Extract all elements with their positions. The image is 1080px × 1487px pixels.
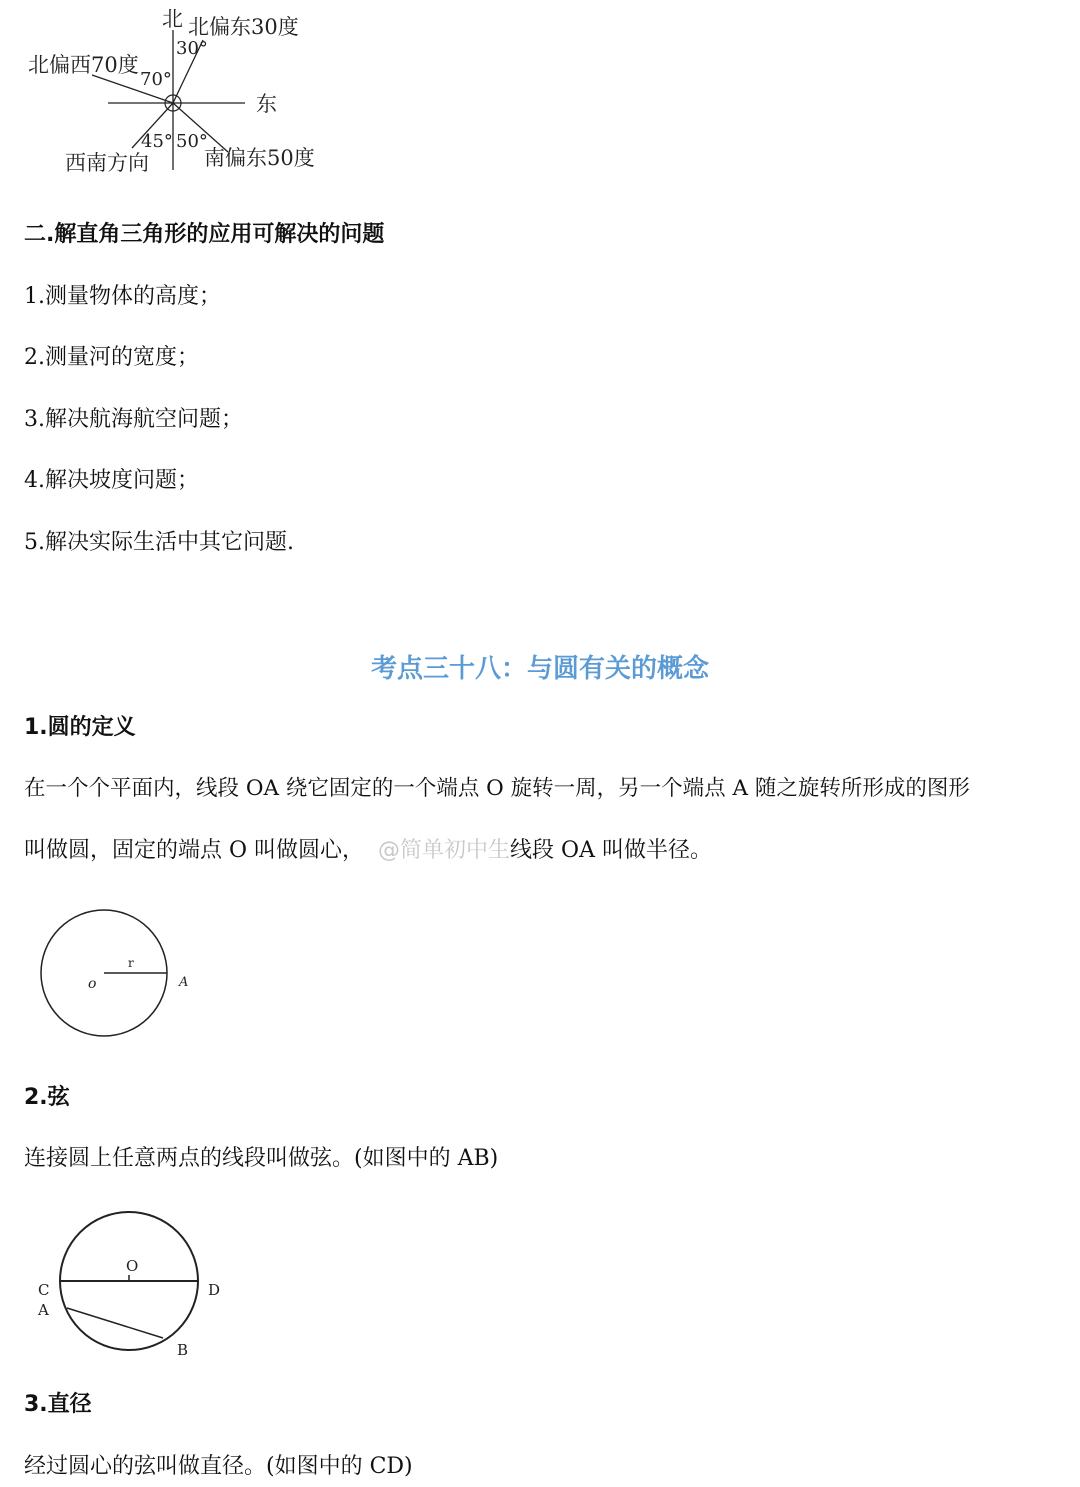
diameter-text: 经过圆心的弦叫做直径。(如图中的 CD)	[24, 1454, 413, 1479]
radius-r-label: r	[128, 956, 134, 970]
topic-heading: 考点三十八：与圆有关的概念	[370, 654, 709, 684]
list-item: 1.测量物体的高度；	[24, 284, 221, 309]
point-a-label: A	[179, 975, 189, 990]
sw-label: 西南方向	[65, 151, 149, 175]
point-b-label: B	[177, 1341, 189, 1359]
chord-title: 2.弦	[24, 1085, 70, 1110]
definition-text-b: 线段 OA 叫做半径。	[510, 838, 712, 863]
east-label: 东	[256, 92, 277, 116]
section-title: 二.解直角三角形的应用可解决的问题	[24, 222, 385, 247]
definition-text-a: 叫做圆，固定的端点 O 叫做圆心，	[24, 838, 365, 863]
definition-line-1: 在一个个平面内，线段 OA 绕它固定的一个端点 O 旋转一周，另一个端点 A 随之旋转所形成的图形	[24, 776, 970, 801]
point-c-label: C	[38, 1281, 50, 1299]
se-label: 南偏东50度	[204, 146, 315, 170]
north-label: 北	[162, 7, 183, 31]
definition-title: 1.圆的定义	[24, 715, 136, 740]
point-a-label: A	[38, 1301, 49, 1319]
center-o-label: O	[126, 1257, 139, 1275]
diameter-title: 3.直径	[24, 1392, 92, 1417]
compass-diagram	[20, 0, 340, 185]
angle-30: 30°	[176, 38, 208, 59]
angle-50: 50°	[176, 131, 208, 152]
nw-label: 北偏西70度	[28, 53, 139, 77]
list-item: 2.测量河的宽度；	[24, 345, 199, 370]
ne-label: 北偏东30度	[188, 15, 299, 39]
definition-line-2	[24, 836, 712, 866]
angle-70: 70°	[140, 69, 172, 90]
watermark: @简单初中生	[378, 838, 511, 863]
list-item: 3.解决航海航空问题；	[24, 407, 243, 432]
point-d-label: D	[208, 1281, 221, 1299]
list-item: 4.解决坡度问题；	[24, 468, 199, 493]
chord-diameter-diagram	[30, 1195, 230, 1365]
list-item: 5.解决实际生活中其它问题.	[24, 530, 294, 555]
angle-45: 45°	[141, 131, 173, 152]
center-o-label: o	[88, 976, 97, 992]
chord-text: 连接圆上任意两点的线段叫做弦。(如图中的 AB)	[24, 1146, 499, 1171]
circle-radius-diagram	[30, 900, 210, 1045]
chord-ab	[67, 1308, 163, 1338]
